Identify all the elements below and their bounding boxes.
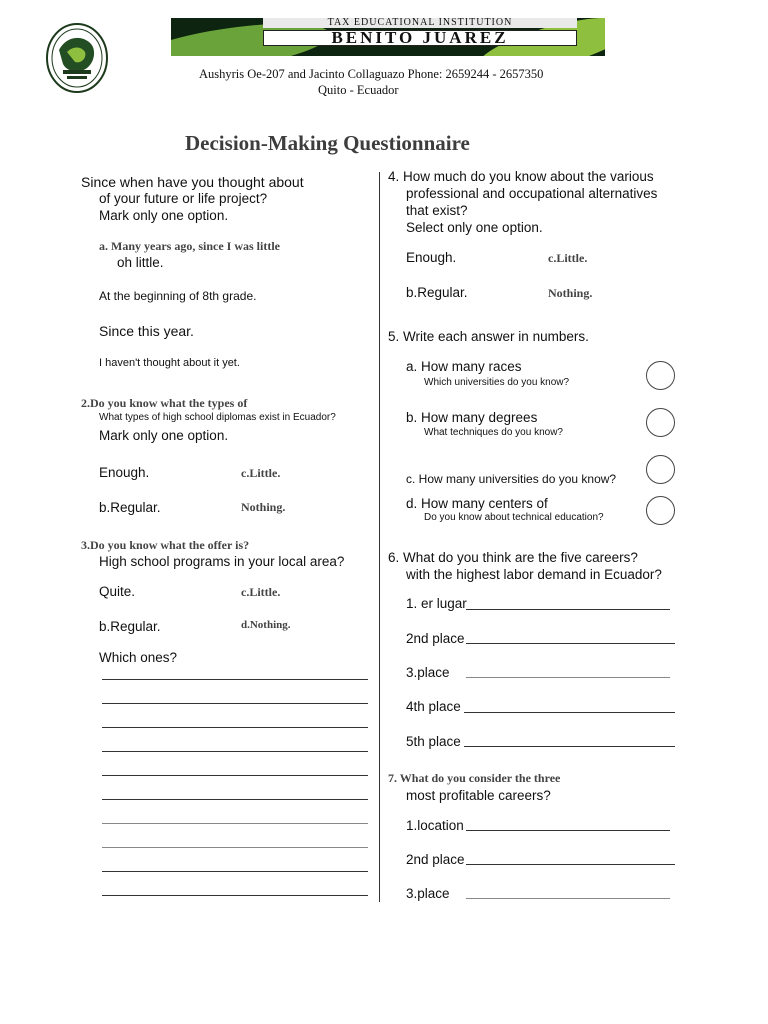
q7-place-1-label: 1.location: [406, 818, 464, 833]
q7-place-2-label: 2nd place: [406, 852, 465, 867]
institution-banner: [171, 18, 605, 56]
q6-question-line1: 6. What do you think are the five careers?: [388, 550, 638, 565]
q2-question-line2: What types of high school diplomas exist in Ecuador?: [99, 412, 336, 423]
q6-place-5-line[interactable]: [464, 746, 675, 747]
q5-d-label: d. How many centers of: [406, 496, 548, 511]
q4-option-c: c.Little.: [548, 251, 588, 265]
answer-line[interactable]: [102, 871, 368, 872]
answer-line[interactable]: [102, 847, 368, 848]
q4-question-line1: 4. How much do you know about the various: [388, 169, 654, 184]
q5-question: 5. Write each answer in numbers.: [388, 329, 589, 344]
q4-instruction: Select only one option.: [406, 220, 543, 235]
q4-option-b: b.Regular.: [406, 285, 468, 300]
q2-option-c: c.Little.: [241, 466, 281, 480]
q5-a-answer-circle[interactable]: [646, 361, 675, 390]
q3-option-b: b.Regular.: [99, 619, 161, 634]
q7-place-3-line[interactable]: [466, 898, 670, 899]
city-line: Quito - Ecuador: [318, 83, 399, 97]
q5-d-sub: Do you know about technical education?: [424, 512, 604, 523]
q1-option-c: Since this year.: [99, 323, 194, 339]
q3-question-line1: 3.Do you know what the offer is?: [81, 538, 250, 552]
q1-option-b: At the beginning of 8th grade.: [99, 289, 257, 303]
q5-b-label: b. How many degrees: [406, 410, 538, 425]
q6-place-3-line[interactable]: [466, 677, 670, 678]
q7-place-3-label: 3.place: [406, 886, 450, 901]
q6-place-3-label: 3.place: [406, 665, 450, 680]
q6-place-4-line[interactable]: [464, 712, 675, 713]
answer-line[interactable]: [102, 775, 368, 776]
q3-option-c: c.Little.: [241, 585, 281, 599]
q1-instruction: Mark only one option.: [99, 208, 229, 223]
answer-line[interactable]: [102, 799, 368, 800]
q7-place-2-line[interactable]: [466, 864, 675, 865]
answer-line[interactable]: [102, 679, 368, 680]
q6-place-2-line[interactable]: [466, 643, 675, 644]
page-title: Decision-Making Questionnaire: [185, 131, 470, 155]
q6-question-line2: with the highest labor demand in Ecuador?: [406, 567, 662, 582]
q4-option-d: Nothing.: [548, 286, 593, 300]
q5-a-sub: Which universities do you know?: [424, 377, 570, 388]
q2-option-a: Enough.: [99, 465, 150, 480]
q3-question-line2: High school programs in your local area?: [99, 554, 345, 569]
q2-instruction: Mark only one option.: [99, 428, 229, 443]
q2-question-line1: 2.Do you know what the types of: [81, 396, 248, 410]
q7-question-line2: most profitable careers?: [406, 788, 551, 803]
q4-question-line3: that exist?: [406, 203, 468, 218]
q5-c-label: c. How many universities do you know?: [406, 472, 617, 486]
banner-subtitle: TAX EDUCATIONAL INSTITUTION: [327, 18, 513, 28]
q6-place-1-label: 1. er lugar: [406, 596, 467, 611]
q5-b-sub: What techniques do you know?: [424, 427, 563, 438]
q5-a-label: a. How many races: [406, 359, 522, 374]
q3-option-d: d.Nothing.: [241, 619, 291, 631]
address-line: Aushyris Oe-207 and Jacinto Collaguazo Phone: 2659244 - 2657350: [199, 67, 544, 81]
answer-line[interactable]: [102, 823, 368, 824]
q1-option-a: a. Many years ago, since I was little: [99, 239, 280, 253]
q1-question-line1: Since when have you thought about: [81, 174, 304, 190]
q5-c-answer-circle[interactable]: [646, 455, 675, 484]
q3-option-a: Quite.: [99, 584, 136, 599]
q1-option-a-cont: oh little.: [117, 255, 164, 270]
q6-place-4-label: 4th place: [406, 699, 461, 714]
answer-line[interactable]: [102, 895, 368, 896]
q4-option-a: Enough.: [406, 250, 457, 265]
q6-place-1-line[interactable]: [466, 609, 670, 610]
q7-place-1-line[interactable]: [466, 830, 670, 831]
q6-place-2-label: 2nd place: [406, 631, 465, 646]
institution-seal-icon: [45, 22, 110, 94]
q2-option-b: b.Regular.: [99, 500, 161, 515]
q5-b-answer-circle[interactable]: [646, 408, 675, 437]
q1-option-d: I haven't thought about it yet.: [99, 357, 240, 369]
answer-line[interactable]: [102, 751, 368, 752]
q2-option-d: Nothing.: [241, 500, 286, 514]
q5-d-answer-circle[interactable]: [646, 496, 675, 525]
q1-question-line2: of your future or life project?: [99, 191, 268, 206]
banner-title: BENITO JUAREZ: [331, 28, 509, 47]
q6-place-5-label: 5th place: [406, 734, 461, 749]
q3-which-ones: Which ones?: [99, 650, 178, 665]
answer-line[interactable]: [102, 727, 368, 728]
column-divider: [379, 172, 380, 902]
answer-line[interactable]: [102, 703, 368, 704]
q4-question-line2: professional and occupational alternatives: [406, 186, 658, 201]
q7-question-line1: 7. What do you consider the three: [388, 771, 561, 785]
